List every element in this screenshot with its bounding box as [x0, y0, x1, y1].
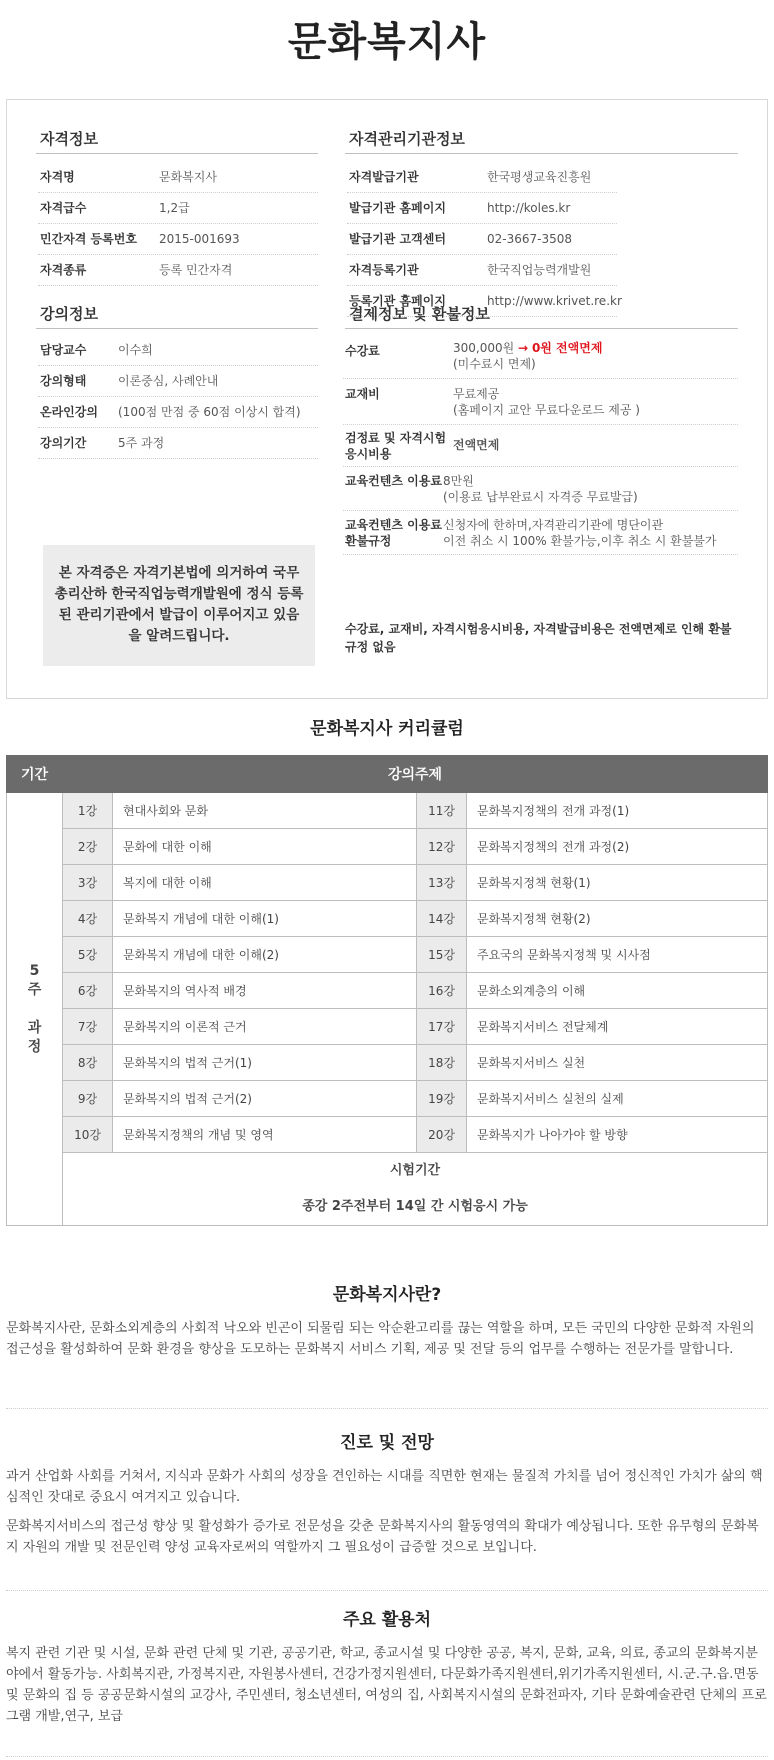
exam-fee-label-1: 검정료 및 자격시험: [345, 431, 447, 445]
refund-row: [343, 511, 738, 555]
textbook-value: 무료제공: [453, 387, 500, 401]
tuition-price: 300,000원: [453, 341, 515, 355]
registry-homepage-link[interactable]: http://www.krivet.re.kr: [487, 294, 622, 308]
exam-row: [7, 1153, 768, 1226]
qualification-list: [38, 162, 318, 286]
career-title: 진로 및 전망: [340, 1433, 434, 1453]
lecture-topic: 문화복지정책의 개념 및 영역: [113, 1117, 417, 1153]
curriculum-title: 문화복지사 커리큘럼: [310, 719, 464, 739]
content-fee-note: (이용료 납부완료시 자격증 무료발급): [443, 490, 638, 504]
table-row: [7, 1009, 768, 1045]
agency-row: [347, 193, 617, 224]
lecture-topic: 문화복지가 나아가야 할 방향: [467, 1117, 768, 1153]
exam-fee-row: [343, 425, 738, 467]
row-value: 2015-001693: [159, 232, 240, 246]
career-paragraph: 과거 산업화 사회를 거쳐서, 지식과 문화가 사회의 성장을 견인하는 시대를 직면한 현재는 물질적 가치를 넘어 정신적인 가치가 삶의 핵심적인 잣대로 중요시 여겨지고 있습니다.: [6, 1469, 763, 1505]
table-row: [7, 829, 768, 865]
col-period: 기간: [7, 756, 63, 793]
lecture-number: 12강: [417, 829, 467, 865]
career-section: [6, 1428, 768, 1558]
lecture-number: 2강: [63, 829, 113, 865]
row-label: 발급기관 고객센터: [349, 232, 446, 246]
lecture-topic: 문화복지서비스 전달체계: [467, 1009, 768, 1045]
about-paragraph: 문화복지사란, 문화소외계층의 사회적 낙오와 빈곤이 되물림 되는 악순환고리를 끊는 역할을 하며, 모든 국민의 다양한 문화적 자원의 접근성을 활성화하여 문화 환경을 향상을 도모하는 문화복지 서비스 기획, 제공 및 전달 등의 업무를 수행하는 전문가를 말합니다.: [6, 1321, 755, 1357]
lecture-topic: 문화복지의 법적 근거(2): [113, 1081, 417, 1117]
tuition-note: (미수료시 면제): [453, 357, 536, 371]
lecture-topic: 문화복지서비스 실천: [467, 1045, 768, 1081]
row-label: 담당교수: [40, 343, 87, 357]
row-value: 등록 민간자격: [159, 263, 233, 277]
lecture-topic: 문화복지의 이론적 근거: [113, 1009, 417, 1045]
refund-value-2: 이전 취소 시 100% 환불가능,이후 취소 시 환불불가: [443, 534, 717, 548]
curriculum-header-row: [7, 756, 768, 793]
lecture-number: 20강: [417, 1117, 467, 1153]
textbook-note: (홈페이지 교안 무료다운로드 제공 ): [453, 403, 640, 417]
about-section: [6, 1280, 768, 1360]
row-label: 강의기간: [40, 436, 87, 450]
period-line: 과: [27, 1019, 42, 1036]
lecture-topic: 문화복지정책 현황(2): [467, 901, 768, 937]
row-value: 5주 과정: [118, 436, 165, 450]
period-line: [7, 1000, 62, 1019]
lecture-number: 11강: [417, 793, 467, 829]
row-label: 자격발급기관: [349, 170, 419, 184]
divider: [6, 1408, 768, 1409]
row-label: 민간자격 등록번호: [40, 232, 137, 246]
lecture-number: 8강: [63, 1045, 113, 1081]
row-value: 이론중심, 사례안내: [118, 374, 219, 388]
page-title: 문화복지사: [287, 19, 487, 65]
lecture-number: 13강: [417, 865, 467, 901]
lecture-row: [38, 335, 318, 366]
career-paragraph: 문화복지서비스의 접근성 향상 및 활성화가 증가로 전문성을 갖춘 문화복지사의 활동영역의 확대가 예상됩니다. 또한 유무형의 문화복지 자원의 개발 및 전문인력 양성 교육자로써의 역할까지 그 필요성이 급증할 것으로 보입니다.: [6, 1519, 759, 1555]
qualification-title: 자격정보: [36, 124, 318, 154]
qualification-row: [38, 224, 318, 255]
row-label: 자격등록기관: [349, 263, 419, 277]
refund-label-2: 환불규정: [345, 534, 392, 548]
lecture-topic: 문화복지의 역사적 배경: [113, 973, 417, 1009]
lecture-title: 강의정보: [36, 299, 318, 329]
content-fee-row: [343, 467, 738, 511]
lecture-list: [38, 335, 318, 459]
table-row: [7, 865, 768, 901]
lecture-topic: 문화복지정책의 전개 과정(2): [467, 829, 768, 865]
payment-footnote: 수강료, 교재비, 자격시험응시비용, 자격발급비용은 전액면제로 인해 환불규정 없음: [345, 622, 732, 654]
row-label: 자격명: [40, 170, 75, 184]
row-value: 문화복지사: [159, 170, 217, 184]
agency-row: [347, 162, 617, 193]
certification-notice: 본 자격증은 자격기본법에 의거하여 국무총리산하 한국직업능력개발원에 정식 등록된 관리기관에서 발급이 이루어지고 있음을 알려드립니다.: [43, 545, 315, 666]
exam-desc: 종강 2주전부터 14일 간 시험응시 가능: [302, 1199, 528, 1214]
info-box: [6, 99, 768, 699]
table-row: [7, 937, 768, 973]
usage-section: [6, 1605, 768, 1727]
qualification-row: [38, 162, 318, 193]
lecture-topic: 문화복지정책 현황(1): [467, 865, 768, 901]
content-fee-value: 8만원: [443, 474, 474, 488]
lecture-topic: 문화복지의 법적 근거(1): [113, 1045, 417, 1081]
lecture-number: 14강: [417, 901, 467, 937]
usage-title: 주요 활용처: [342, 1610, 432, 1630]
exam-fee-value: 전액면제: [453, 438, 500, 452]
table-row: [7, 901, 768, 937]
refund-value-1: 신청자에 한하며,자격관리기관에 명단이관: [443, 518, 664, 532]
lecture-topic: 문화복지 개념에 대한 이해(2): [113, 937, 417, 973]
row-label: 온라인강의: [40, 405, 98, 419]
tuition-arrow: →: [518, 341, 529, 355]
row-label: 등록기관 홈페이지: [349, 294, 446, 308]
row-value: 한국직업능력개발원: [487, 263, 592, 277]
lecture-number: 10강: [63, 1117, 113, 1153]
agency-list: [347, 162, 622, 317]
lecture-row: [38, 366, 318, 397]
lecture-row: [38, 428, 318, 459]
lecture-topic: 주요국의 문화복지정책 및 시사점: [467, 937, 768, 973]
payment-title: 결제정보 및 환불정보: [345, 299, 738, 329]
lecture-number: 15강: [417, 937, 467, 973]
usage-paragraph: 복지 관련 기관 및 시설, 문화 관련 단체 및 기관, 공공기관, 학교, 종교시설 및 다양한 공공, 복지, 문화, 교육, 의료, 종교의 문화복지분야에서 활동가능. 사회복지관, 가정복지관, 자원봉사센터, 건강가정지원센터, 다문화가족지원센터,위기가족지원센터, 시.군.구.읍.면동 및 문화의 집 등 공공문화시설의 교강사, 주민센터, 청소년센터, 여성의 집, 사회복지시설의 문화전파자, 기타 문화예술관련 단체의 프로그램 개발,연구, 보급: [6, 1646, 767, 1724]
table-row: [7, 1045, 768, 1081]
table-row: [7, 793, 768, 829]
period-line: 주: [27, 981, 42, 998]
exam-cell: [63, 1153, 768, 1226]
lecture-topic: 문화소외계층의 이해: [467, 973, 768, 1009]
table-row: [7, 1081, 768, 1117]
lecture-row: [38, 397, 318, 428]
col-topic: 강의주제: [63, 756, 768, 793]
row-label: 자격종류: [40, 263, 87, 277]
period-line: 정: [27, 1038, 42, 1055]
refund-label-1: 교육컨텐츠 이용료: [345, 518, 442, 532]
lecture-topic: 복지에 대한 이해: [113, 865, 417, 901]
row-label: 발급기관 홈페이지: [349, 201, 446, 215]
about-body: [6, 1318, 768, 1360]
payment-list: [343, 335, 738, 555]
divider: [6, 1756, 768, 1757]
qualification-row: [38, 255, 318, 286]
agency-row: [347, 255, 617, 286]
lecture-number: 6강: [63, 973, 113, 1009]
row-value: 1,2급: [159, 201, 190, 215]
period-cell: [7, 793, 63, 1226]
agency-title: 자격관리기관정보: [345, 124, 738, 154]
table-row: [7, 1117, 768, 1153]
agency-homepage-link[interactable]: http://koles.kr: [487, 201, 571, 215]
career-body: [6, 1466, 768, 1558]
lecture-topic: 문화복지서비스 실천의 실제: [467, 1081, 768, 1117]
lecture-number: 16강: [417, 973, 467, 1009]
textbook-row: [343, 379, 738, 425]
tuition-free: 0원 전액면제: [531, 341, 603, 355]
period-line: 5: [29, 962, 40, 979]
lecture-topic: 현대사회와 문화: [113, 793, 417, 829]
row-value: 이수희: [118, 343, 153, 357]
row-label: 자격급수: [40, 201, 87, 215]
row-value: 02-3667-3508: [487, 232, 573, 246]
row-value: (100점 만점 중 60점 이상시 합격): [118, 405, 301, 419]
lecture-number: 17강: [417, 1009, 467, 1045]
curriculum-table: [6, 755, 768, 1226]
content-fee-label: 교육컨텐츠 이용료: [345, 474, 442, 488]
lecture-number: 19강: [417, 1081, 467, 1117]
lecture-topic: 문화복지 개념에 대한 이해(1): [113, 901, 417, 937]
row-label: 강의형태: [40, 374, 87, 388]
lecture-number: 1강: [63, 793, 113, 829]
textbook-label: 교재비: [345, 387, 380, 401]
lecture-number: 5강: [63, 937, 113, 973]
table-row: [7, 973, 768, 1009]
agency-row: [347, 224, 617, 255]
lecture-number: 18강: [417, 1045, 467, 1081]
lecture-number: 4강: [63, 901, 113, 937]
lecture-topic: 문화에 대한 이해: [113, 829, 417, 865]
tuition-row: [343, 335, 738, 379]
lecture-number: 3강: [63, 865, 113, 901]
about-title: 문화복지사란?: [332, 1285, 442, 1305]
row-value: 한국평생교육진흥원: [487, 170, 592, 184]
qualification-row: [38, 193, 318, 224]
lecture-number: 7강: [63, 1009, 113, 1045]
divider: [6, 1590, 768, 1591]
lecture-number: 9강: [63, 1081, 113, 1117]
usage-body: [6, 1643, 768, 1727]
exam-fee-label-2: 응시비용: [345, 447, 392, 461]
exam-title: 시험기간: [389, 1163, 441, 1178]
lecture-topic: 문화복지정책의 전개 과정(1): [467, 793, 768, 829]
tuition-label: 수강료: [345, 344, 380, 358]
